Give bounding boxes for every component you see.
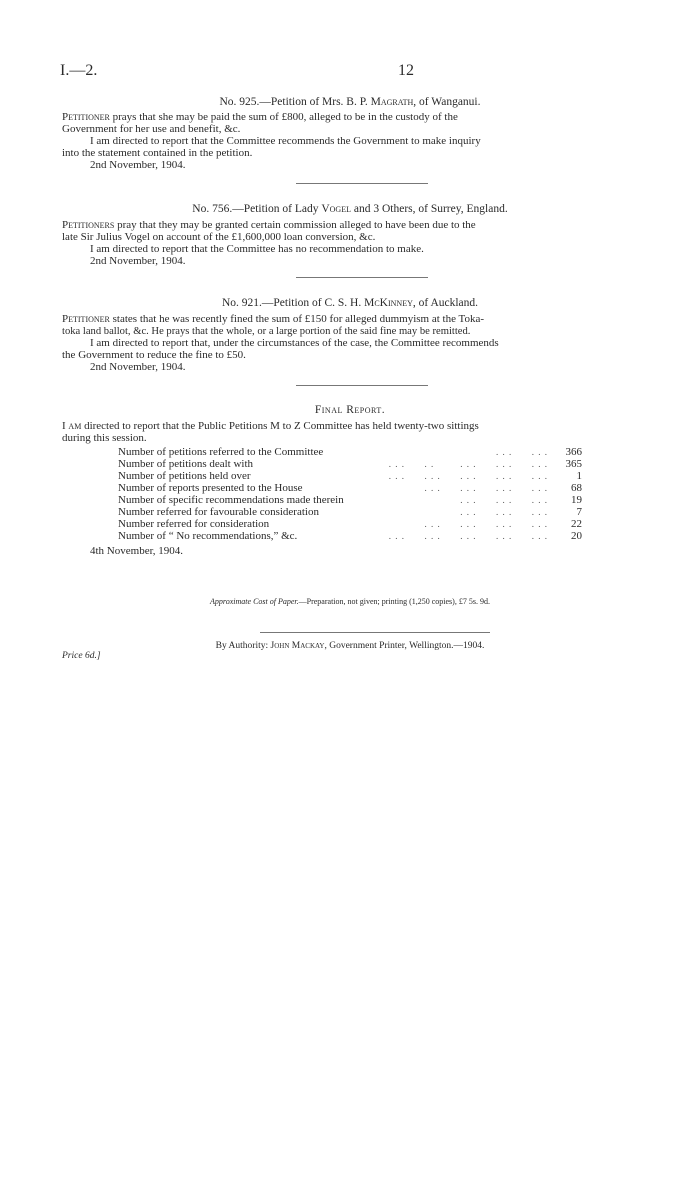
paper-reference: I.—2. xyxy=(60,62,98,79)
page-number: 12 xyxy=(398,62,414,79)
stat-row xyxy=(118,518,582,530)
stat-value: 20 xyxy=(571,530,582,542)
section-divider xyxy=(296,183,428,184)
petition-report-line: I am directed to report that, under the circumstances of the case, the Committee recommends xyxy=(90,337,499,349)
stat-value: 22 xyxy=(571,518,582,530)
stat-label: Number of reports presented to the House xyxy=(118,482,303,494)
stat-label: Number referred for favourable consideration xyxy=(118,506,319,518)
stat-value: 1 xyxy=(576,470,582,482)
stat-row xyxy=(118,482,582,494)
cost-of-paper xyxy=(0,597,700,606)
petition-date: 2nd November, 1904. xyxy=(90,159,186,171)
stat-label: Number referred for consideration xyxy=(118,518,270,530)
petition-report-line: I am directed to report that the Committee has no recommendation to make. xyxy=(90,243,424,255)
stat-row xyxy=(118,446,582,458)
stat-row xyxy=(118,458,582,470)
final-report-intro: I am directed to report that the Public Petitions M to Z Committee has held twenty-two sittings xyxy=(62,420,479,432)
stat-row xyxy=(118,470,582,482)
petition-body-line: Petitioner prays that she may be paid the sum of £800, alleged to be in the custody of the xyxy=(62,111,458,123)
cost-label: Approximate Cost of Paper. xyxy=(210,597,299,606)
section-divider xyxy=(296,385,428,386)
price-note: Price 6d.] xyxy=(62,651,101,661)
petition-report-line: into the statement contained in the petition. xyxy=(62,147,253,159)
printer-imprint: By Authority: John Mackay, Government Printer, Wellington.—1904. xyxy=(215,641,485,651)
petition-body-line: toka land ballot, &c. He prays that the whole, or a large portion of the said fine may be remitted. xyxy=(62,326,471,337)
stat-leader: . . . . . . . . . . . . . . . xyxy=(388,471,548,481)
stat-label: Number of petitions dealt with xyxy=(118,458,254,470)
stat-leader: . . . . . . . . . . . . xyxy=(424,483,548,493)
petitioner-name: Magrath xyxy=(370,96,414,108)
page-header xyxy=(60,62,640,84)
stat-value: 7 xyxy=(576,506,582,518)
final-report-heading: Final Report. xyxy=(314,404,386,416)
petition-title: No. 756.—Petition of Lady Vogel and 3 Others, of Surrey, England. xyxy=(192,203,508,215)
stat-leader: . . . . . . . . . . . . . . . xyxy=(388,531,548,541)
petition-body-line: Government for her use and benefit, &c. xyxy=(62,123,241,135)
stat-leader: . . . . . . . . . . . . . . xyxy=(388,459,548,469)
stat-value: 19 xyxy=(571,494,582,506)
stat-leader: . . . . . . xyxy=(496,447,548,457)
stat-value: 68 xyxy=(571,482,582,494)
petition-date: 2nd November, 1904. xyxy=(90,361,186,373)
petition-title: No. 925.—Petition of Mrs. B. P. Magrath, of Wanganui. xyxy=(219,96,481,108)
petition-date: 2nd November, 1904. xyxy=(90,255,186,267)
stat-row xyxy=(118,506,582,518)
stat-leader: . . . . . . . . . xyxy=(460,495,548,505)
stat-leader: . . . . . . . . . xyxy=(460,507,548,517)
petitioner-name: Vogel xyxy=(321,203,351,215)
cost-text: —Preparation, not given; printing (1,250 copies), £7 5s. 9d. xyxy=(298,597,490,606)
petitioner-name: McKinney xyxy=(364,297,413,309)
petition-body-line: Petitioners pray that they may be granted certain commission alleged to have been due to the xyxy=(62,219,476,231)
stat-value: 365 xyxy=(565,458,582,470)
stat-leader: . . . . . . . . . . . . xyxy=(424,519,548,529)
stat-label: Number of petitions held over xyxy=(118,470,251,482)
stat-row xyxy=(118,494,582,506)
petition-report-line: I am directed to report that the Committee recommends the Government to make inquiry xyxy=(90,135,481,147)
final-report-date: 4th November, 1904. xyxy=(90,545,184,557)
stat-label: Number of “ No recommendations,” &c. xyxy=(118,530,298,542)
petition-body-line: late Sir Julius Vogel on account of the £1,600,000 loan conversion, &c. xyxy=(62,231,376,243)
stat-row xyxy=(118,530,582,542)
stat-label: Number of specific recommendations made therein xyxy=(118,494,344,506)
stat-value: 366 xyxy=(565,446,582,458)
section-divider xyxy=(296,277,428,278)
petition-report-line: the Government to reduce the fine to £50. xyxy=(62,349,246,361)
stat-label: Number of petitions referred to the Committee xyxy=(118,446,324,458)
printer-name: John Mackay xyxy=(270,641,325,651)
final-report-intro: during this session. xyxy=(62,432,147,444)
petition-title: No. 921.—Petition of C. S. H. McKinney, of Auckland. xyxy=(221,297,479,309)
imprint-divider xyxy=(260,632,490,633)
petition-body-line: Petitioner states that he was recently fined the sum of £150 for alleged dummyism at the Toka- xyxy=(62,313,485,325)
